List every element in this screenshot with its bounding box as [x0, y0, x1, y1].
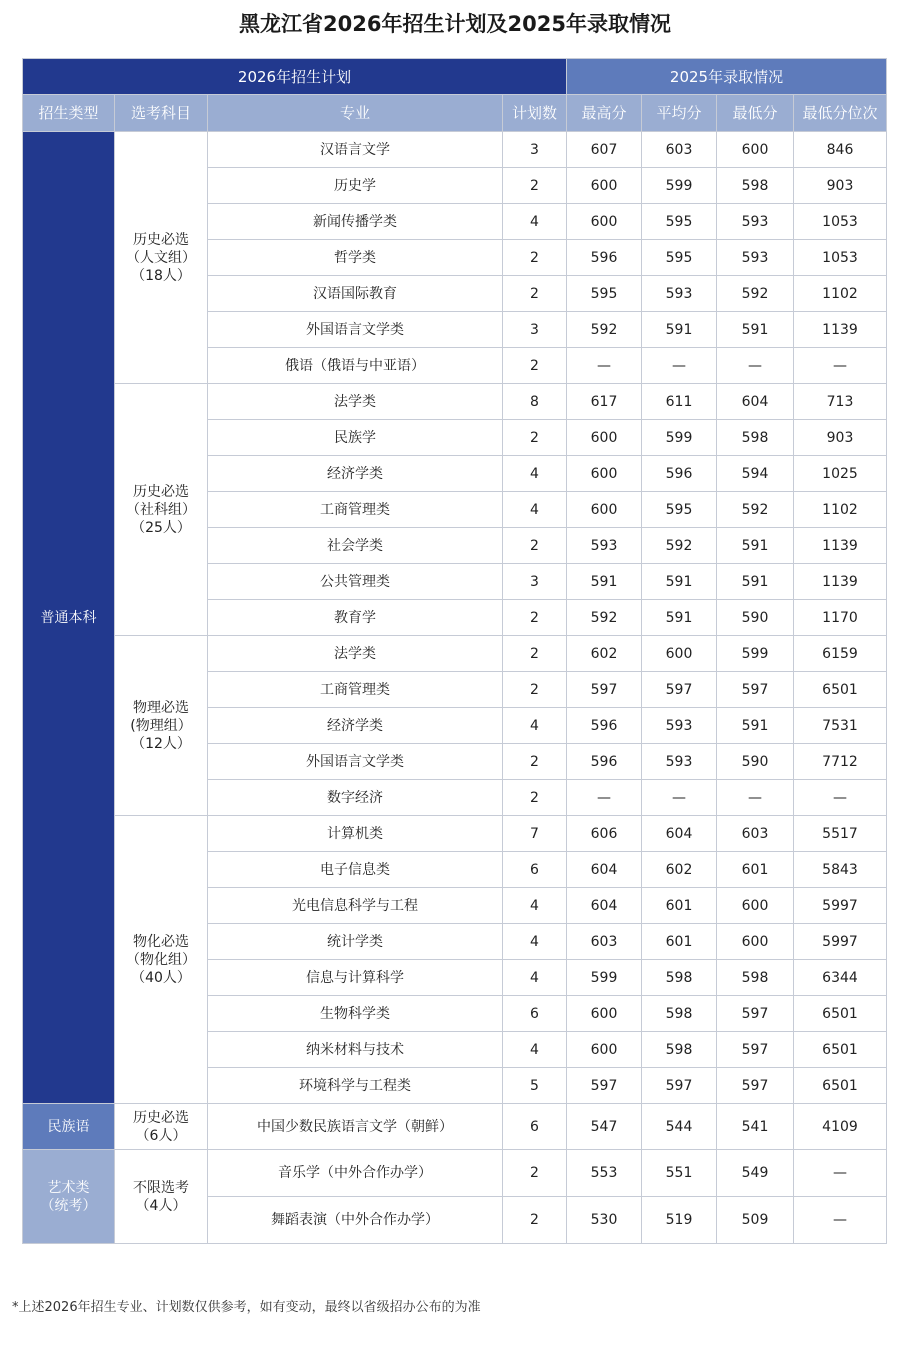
avg-score-cell: 602: [642, 852, 717, 888]
major-cell: 光电信息科学与工程: [208, 888, 503, 924]
avg-score-cell: 597: [642, 672, 717, 708]
major-cell: 电子信息类: [208, 852, 503, 888]
plan-count-cell: 2: [503, 780, 567, 816]
max-score-cell: 600: [567, 1032, 642, 1068]
major-cell: 新闻传播学类: [208, 204, 503, 240]
major-cell: 汉语言文学: [208, 132, 503, 168]
min-rank-cell: 1053: [794, 240, 887, 276]
table-row: [23, 1104, 887, 1150]
major-cell: 计算机类: [208, 816, 503, 852]
max-score-cell: 593: [567, 528, 642, 564]
col-header-subject: 选考科目: [115, 95, 208, 132]
plan-count-cell: 8: [503, 384, 567, 420]
min-rank-cell: 1170: [794, 600, 887, 636]
major-cell: 环境科学与工程类: [208, 1068, 503, 1104]
plan-count-cell: 4: [503, 456, 567, 492]
plan-count-cell: 2: [503, 168, 567, 204]
min-rank-cell: —: [794, 348, 887, 384]
min-score-cell: 597: [717, 1032, 794, 1068]
col-header-rank: 最低分位次: [794, 95, 887, 132]
min-score-cell: 604: [717, 384, 794, 420]
max-score-cell: 602: [567, 636, 642, 672]
plan-count-cell: 2: [503, 1197, 567, 1244]
min-rank-cell: 6159: [794, 636, 887, 672]
plan-count-cell: 7: [503, 816, 567, 852]
plan-count-cell: 2: [503, 600, 567, 636]
plan-count-cell: 4: [503, 1032, 567, 1068]
min-rank-cell: 846: [794, 132, 887, 168]
plan-count-cell: 4: [503, 924, 567, 960]
min-score-cell: 598: [717, 960, 794, 996]
plan-count-cell: 2: [503, 528, 567, 564]
subject-group-cell: 历史必选 （6人）: [115, 1104, 208, 1150]
min-rank-cell: 7531: [794, 708, 887, 744]
major-cell: 法学类: [208, 384, 503, 420]
min-score-cell: 594: [717, 456, 794, 492]
min-score-cell: 593: [717, 240, 794, 276]
subject-group-cell: 物理必选 (物理组） （12人）: [115, 636, 208, 816]
avg-score-cell: 600: [642, 636, 717, 672]
plan-count-cell: 6: [503, 996, 567, 1032]
avg-score-cell: 604: [642, 816, 717, 852]
plan-count-cell: 3: [503, 564, 567, 600]
avg-score-cell: 599: [642, 420, 717, 456]
plan-count-cell: 2: [503, 420, 567, 456]
min-score-cell: —: [717, 348, 794, 384]
avg-score-cell: 519: [642, 1197, 717, 1244]
col-header-min: 最低分: [717, 95, 794, 132]
min-score-cell: 590: [717, 600, 794, 636]
max-score-cell: 599: [567, 960, 642, 996]
page-title: 黑龙江省2026年招生计划及2025年录取情况: [239, 12, 671, 36]
col-header-plan: 计划数: [503, 95, 567, 132]
min-rank-cell: 7712: [794, 744, 887, 780]
min-score-cell: 597: [717, 672, 794, 708]
min-rank-cell: 903: [794, 168, 887, 204]
avg-score-cell: 591: [642, 312, 717, 348]
max-score-cell: 600: [567, 168, 642, 204]
max-score-cell: 600: [567, 996, 642, 1032]
max-score-cell: 600: [567, 456, 642, 492]
major-cell: 外国语言文学类: [208, 312, 503, 348]
major-cell: 纳米材料与技术: [208, 1032, 503, 1068]
table-row: [23, 1150, 887, 1197]
max-score-cell: 530: [567, 1197, 642, 1244]
min-rank-cell: 903: [794, 420, 887, 456]
avg-score-cell: —: [642, 780, 717, 816]
avg-score-cell: —: [642, 348, 717, 384]
max-score-cell: 597: [567, 1068, 642, 1104]
avg-score-cell: 544: [642, 1104, 717, 1150]
plan-count-cell: 2: [503, 240, 567, 276]
min-score-cell: 599: [717, 636, 794, 672]
min-rank-cell: 6344: [794, 960, 887, 996]
major-cell: 社会学类: [208, 528, 503, 564]
min-score-cell: 592: [717, 276, 794, 312]
min-score-cell: 591: [717, 564, 794, 600]
avg-score-cell: 593: [642, 744, 717, 780]
max-score-cell: 600: [567, 420, 642, 456]
major-cell: 生物科学类: [208, 996, 503, 1032]
table-row: [23, 636, 887, 672]
plan-group-header: 2026年招生计划: [23, 59, 567, 95]
min-score-cell: 541: [717, 1104, 794, 1150]
subject-group-cell: 不限选考 （4人）: [115, 1150, 208, 1244]
max-score-cell: 553: [567, 1150, 642, 1197]
max-score-cell: 596: [567, 744, 642, 780]
min-rank-cell: 5997: [794, 924, 887, 960]
min-rank-cell: 1102: [794, 276, 887, 312]
plan-count-cell: 2: [503, 672, 567, 708]
max-score-cell: 600: [567, 492, 642, 528]
subject-group-cell: 历史必选 （社科组） （25人）: [115, 384, 208, 636]
min-rank-cell: 6501: [794, 996, 887, 1032]
avg-score-cell: 595: [642, 240, 717, 276]
min-score-cell: 591: [717, 528, 794, 564]
major-cell: 历史学: [208, 168, 503, 204]
admission-table: [22, 58, 887, 1244]
subject-group-cell: 物化必选 （物化组） （40人）: [115, 816, 208, 1104]
max-score-cell: —: [567, 348, 642, 384]
major-cell: 音乐学（中外合作办学）: [208, 1150, 503, 1197]
footnote: *上述2026年招生专业、计划数仅供参考，如有变动，最终以省级招办公布的为准: [12, 1300, 481, 1315]
major-cell: 经济学类: [208, 456, 503, 492]
min-score-cell: 600: [717, 924, 794, 960]
min-score-cell: 600: [717, 888, 794, 924]
max-score-cell: 600: [567, 204, 642, 240]
plan-count-cell: 2: [503, 276, 567, 312]
min-rank-cell: 6501: [794, 1068, 887, 1104]
max-score-cell: 603: [567, 924, 642, 960]
min-score-cell: 591: [717, 312, 794, 348]
min-score-cell: 509: [717, 1197, 794, 1244]
max-score-cell: 596: [567, 240, 642, 276]
min-rank-cell: 1025: [794, 456, 887, 492]
max-score-cell: 604: [567, 852, 642, 888]
plan-count-cell: 4: [503, 492, 567, 528]
major-cell: 工商管理类: [208, 492, 503, 528]
major-cell: 公共管理类: [208, 564, 503, 600]
min-rank-cell: —: [794, 780, 887, 816]
max-score-cell: —: [567, 780, 642, 816]
avg-score-cell: 598: [642, 1032, 717, 1068]
min-rank-cell: 1053: [794, 204, 887, 240]
min-rank-cell: 5517: [794, 816, 887, 852]
table-row: [23, 132, 887, 168]
avg-score-cell: 601: [642, 924, 717, 960]
min-rank-cell: —: [794, 1150, 887, 1197]
min-score-cell: 598: [717, 168, 794, 204]
min-rank-cell: 6501: [794, 672, 887, 708]
avg-score-cell: 593: [642, 708, 717, 744]
min-score-cell: 603: [717, 816, 794, 852]
min-rank-cell: 6501: [794, 1032, 887, 1068]
major-cell: 汉语国际教育: [208, 276, 503, 312]
min-rank-cell: 713: [794, 384, 887, 420]
max-score-cell: 607: [567, 132, 642, 168]
avg-score-cell: 595: [642, 204, 717, 240]
major-cell: 经济学类: [208, 708, 503, 744]
plan-count-cell: 2: [503, 348, 567, 384]
min-rank-cell: 1139: [794, 528, 887, 564]
min-score-cell: 590: [717, 744, 794, 780]
max-score-cell: 597: [567, 672, 642, 708]
plan-count-cell: 2: [503, 1150, 567, 1197]
max-score-cell: 592: [567, 312, 642, 348]
min-rank-cell: 1139: [794, 564, 887, 600]
min-score-cell: 591: [717, 708, 794, 744]
avg-score-cell: 603: [642, 132, 717, 168]
plan-count-cell: 4: [503, 960, 567, 996]
avg-score-cell: 598: [642, 996, 717, 1032]
max-score-cell: 592: [567, 600, 642, 636]
avg-score-cell: 593: [642, 276, 717, 312]
avg-score-cell: 599: [642, 168, 717, 204]
min-rank-cell: —: [794, 1197, 887, 1244]
avg-score-cell: 592: [642, 528, 717, 564]
table-row: [23, 816, 887, 852]
max-score-cell: 606: [567, 816, 642, 852]
major-cell: 数字经济: [208, 780, 503, 816]
max-score-cell: 595: [567, 276, 642, 312]
max-score-cell: 591: [567, 564, 642, 600]
major-cell: 舞蹈表演（中外合作办学）: [208, 1197, 503, 1244]
min-score-cell: —: [717, 780, 794, 816]
avg-score-cell: 596: [642, 456, 717, 492]
plan-count-cell: 4: [503, 708, 567, 744]
major-cell: 俄语（俄语与中亚语）: [208, 348, 503, 384]
avg-score-cell: 591: [642, 600, 717, 636]
major-cell: 工商管理类: [208, 672, 503, 708]
plan-count-cell: 4: [503, 204, 567, 240]
major-cell: 外国语言文学类: [208, 744, 503, 780]
min-score-cell: 598: [717, 420, 794, 456]
min-rank-cell: 1102: [794, 492, 887, 528]
type-cell-art: 艺术类 （统考）: [23, 1150, 115, 1244]
plan-count-cell: 3: [503, 312, 567, 348]
avg-score-cell: 598: [642, 960, 717, 996]
min-rank-cell: 5997: [794, 888, 887, 924]
max-score-cell: 617: [567, 384, 642, 420]
major-cell: 教育学: [208, 600, 503, 636]
plan-count-cell: 5: [503, 1068, 567, 1104]
plan-count-cell: 2: [503, 636, 567, 672]
plan-count-cell: 6: [503, 852, 567, 888]
avg-score-cell: 551: [642, 1150, 717, 1197]
col-header-max: 最高分: [567, 95, 642, 132]
min-score-cell: 597: [717, 1068, 794, 1104]
subject-group-cell: 历史必选 （人文组） （18人）: [115, 132, 208, 384]
avg-score-cell: 601: [642, 888, 717, 924]
plan-count-cell: 6: [503, 1104, 567, 1150]
min-score-cell: 601: [717, 852, 794, 888]
min-score-cell: 600: [717, 132, 794, 168]
col-header-major: 专业: [208, 95, 503, 132]
major-cell: 民族学: [208, 420, 503, 456]
type-cell-minzu: 民族语: [23, 1104, 115, 1150]
avg-score-cell: 591: [642, 564, 717, 600]
table-row: [23, 384, 887, 420]
min-score-cell: 549: [717, 1150, 794, 1197]
col-header-type: 招生类型: [23, 95, 115, 132]
avg-score-cell: 597: [642, 1068, 717, 1104]
max-score-cell: 596: [567, 708, 642, 744]
min-score-cell: 592: [717, 492, 794, 528]
result-group-header: 2025年录取情况: [567, 59, 887, 95]
plan-count-cell: 2: [503, 744, 567, 780]
major-cell: 中国少数民族语言文学（朝鲜）: [208, 1104, 503, 1150]
major-cell: 信息与计算科学: [208, 960, 503, 996]
type-cell-main: 普通本科: [23, 132, 115, 1104]
plan-count-cell: 4: [503, 888, 567, 924]
min-score-cell: 593: [717, 204, 794, 240]
max-score-cell: 547: [567, 1104, 642, 1150]
min-rank-cell: 1139: [794, 312, 887, 348]
min-rank-cell: 5843: [794, 852, 887, 888]
avg-score-cell: 595: [642, 492, 717, 528]
plan-count-cell: 3: [503, 132, 567, 168]
major-cell: 法学类: [208, 636, 503, 672]
max-score-cell: 604: [567, 888, 642, 924]
avg-score-cell: 611: [642, 384, 717, 420]
col-header-avg: 平均分: [642, 95, 717, 132]
major-cell: 哲学类: [208, 240, 503, 276]
min-rank-cell: 4109: [794, 1104, 887, 1150]
major-cell: 统计学类: [208, 924, 503, 960]
min-score-cell: 597: [717, 996, 794, 1032]
